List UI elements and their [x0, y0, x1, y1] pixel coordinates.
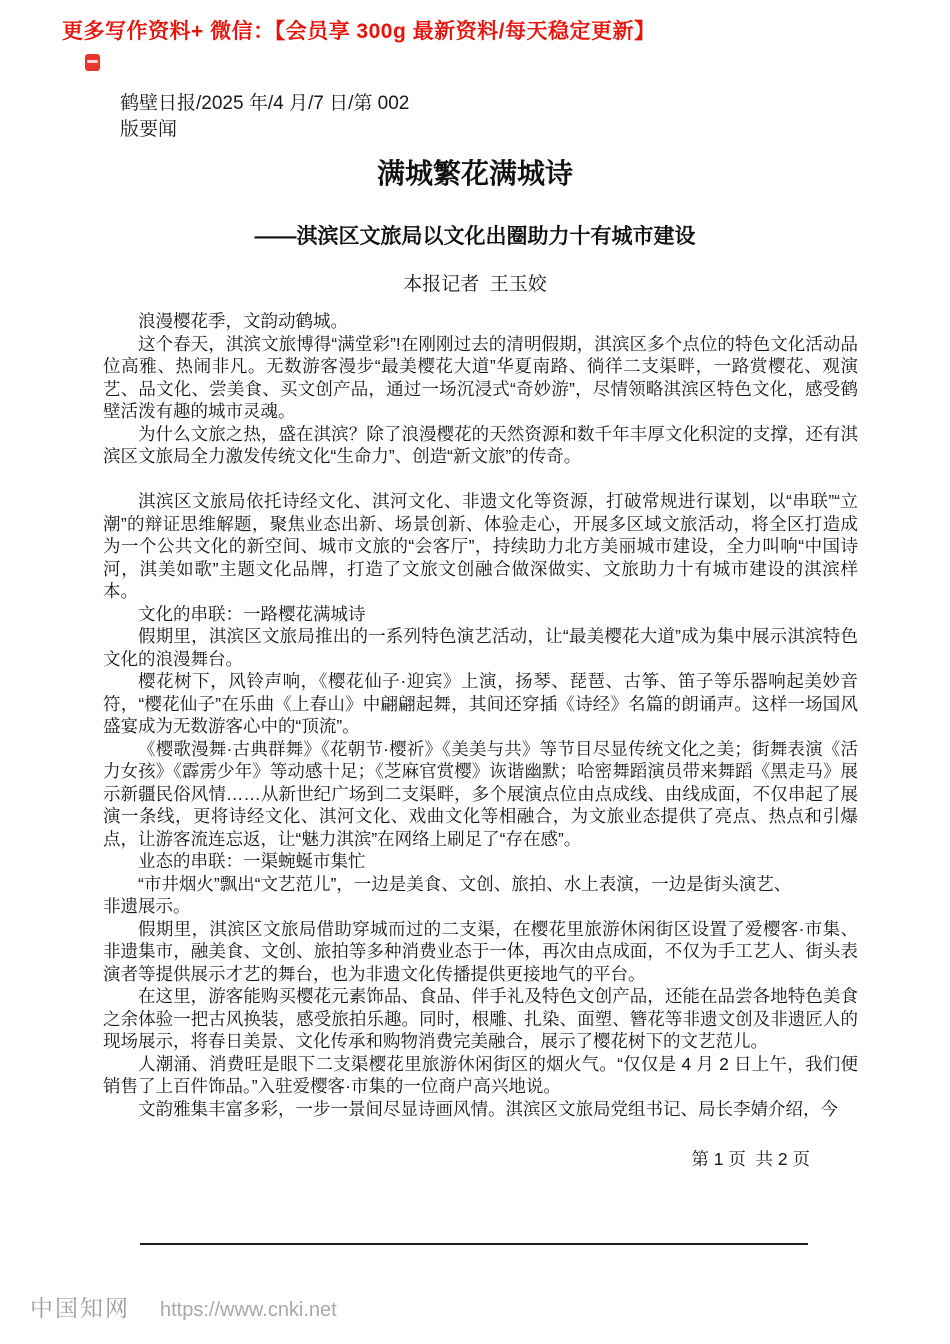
paragraph-spacer [103, 468, 858, 491]
article-paragraph: 《樱歌漫舞·古典群舞》《花朝节·樱祈》《美美与共》等节目尽显传统文化之美；街舞表演《活力女孩》《霹雳少年》等动感十足；《芝麻官赏樱》诙谐幽默；哈密舞蹈演员带来舞蹈《黑走马》展示新疆民俗风情……从新世纪广场到二支渠畔，多个展演点位由点成线、由线成面，不仅串起了展演一条线，更将诗经文化、淇河文化、戏曲文化等相融合，为文旅业态提供了亮点、热点和引爆点，让游客流连忘返，让“魅力淇滨”在网络上刷足了“存在感”。 [103, 738, 858, 849]
source-line2: 版要闻 [120, 119, 178, 140]
article-title: 满城繁花满城诗 [376, 158, 573, 189]
article-paragraph: 在这里，游客能购买樱花元素饰品、食品、伴手礼及特色文创产品，还能在品尝各地特色美食之余体验一把古风换装，感受旅拍乐趣。同时，根雕、扎染、面塑、簪花等非遗文创及非遗匠人的现场展示，将春日美景、文化传承和购物消费完美融合，展示了樱花树下的文艺范儿。 [103, 986, 858, 1051]
article-paragraph: 文化的串联：一路樱花满城诗 [138, 603, 366, 624]
red-badge-slot [87, 60, 98, 63]
article-paragraph: 业态的串联：一渠蜿蜒市集忙 [138, 851, 366, 871]
article-body [103, 310, 858, 1120]
article-paragraph: 人潮涌、消费旺是眼下二支渠樱花里旅游休闲街区的烟火气。“仅仅是 4 月 2 日上午，我们便销售了上百件饰品。”入驻爱樱客·市集的一位商户高兴地说。 [103, 1053, 858, 1096]
divider-line [140, 1243, 808, 1245]
cnki-url[interactable]: https://www.cnki.net [160, 1299, 337, 1321]
article-paragraph: 淇滨区文旅局依托诗经文化、淇河文化、非遗文化等资源，打破常规进行谋划，以“串联”“立潮”的辩证思维解题，聚焦业态出新、场景创新、体验走心，开展多区域文旅活动，将全区打造成为一个公共文化的新空间、城市文旅的“会客厅”，持续助力北方美丽城市建设，全力叫响“中国诗河，淇美如歌”主题文化品牌，打造了文旅文创融合做深做实、文旅助力十有城市建设的淇滨样本。 [103, 491, 858, 601]
article-paragraph: 浪漫樱花季，文韵动鹤城。 [138, 311, 348, 331]
page-number: 第 1 页 共 2 页 [691, 1149, 810, 1169]
cnki-watermark [30, 1290, 337, 1323]
source-info [120, 91, 409, 143]
article-paragraph: 假期里，淇滨区文旅局推出的一系列特色演艺活动，让“最美樱花大道”成为集中展示淇滨特色文化的浪漫舞台。 [103, 626, 858, 669]
article-paragraph: 樱花树下，风铃声响，《樱花仙子·迎宾》上演，扬琴、琵琶、古筝、笛子等乐器响起美妙音符，“樱花仙子”在乐曲《上春山》中翩翩起舞，其间还穿插《诗经》名篇的朗诵声。这样一场国风盛宴成为无数游客心中的“顶流”。 [103, 671, 858, 736]
cnki-logo-text: 中国知网 [30, 1295, 130, 1321]
source-line1: 鹤壁日报/2025 年/4 月/7 日/第 002 [120, 93, 410, 114]
promo-banner-text: 更多写作资料+ 微信：【会员享 300g 最新资料/每天稳定更新】 [62, 20, 656, 43]
article-paragraph: 假期里，淇滨区文旅局借助穿城而过的二支渠，在樱花里旅游休闲街区设置了爱樱客·市集、非遗集市，融美食、文创、旅拍等多种消费业态于一体，再次由点成面，不仅为手工艺人、街头表演者等提供展示才艺的舞台，也为非遗文化传播提供更接地气的平台。 [103, 918, 858, 984]
red-badge-icon [85, 54, 100, 71]
article-byline: 本报记者 王玉姣 [403, 274, 547, 295]
article-subtitle: ——淇滨区文旅局以文化出圈助力十有城市建设 [254, 225, 696, 248]
article-paragraph: “市井烟火”飘出“文艺范儿”，一边是美食、文创、旅拍、水上表演，一边是街头演艺、 非遗展示。 [103, 873, 792, 916]
article-paragraph: 为什么文旅之热，盛在淇滨？除了浪漫樱花的天然资源和数千年丰厚文化积淀的支撑，还有淇滨区文旅局全力激发传统文化“生命力”、创造“新文旅”的传奇。 [103, 423, 858, 466]
article-paragraph: 这个春天，淇滨文旅博得“满堂彩”!在刚刚过去的清明假期，淇滨区多个点位的特色文化活动品位高雅、热闹非凡。无数游客漫步“最美樱花大道”华夏南路、徜徉二支渠畔，一路赏樱花、观演艺、品文化、尝美食、买文创产品，通过一场沉浸式“奇妙游”，尽情领略淇滨区特色文化，感受鹤壁活泼有趣的城市灵魂。 [103, 333, 858, 421]
article-paragraph: 文韵雅集丰富多彩，一步一景间尽显诗画风情。淇滨区文旅局党组书记、局长李婧介绍，今 [138, 1098, 838, 1119]
